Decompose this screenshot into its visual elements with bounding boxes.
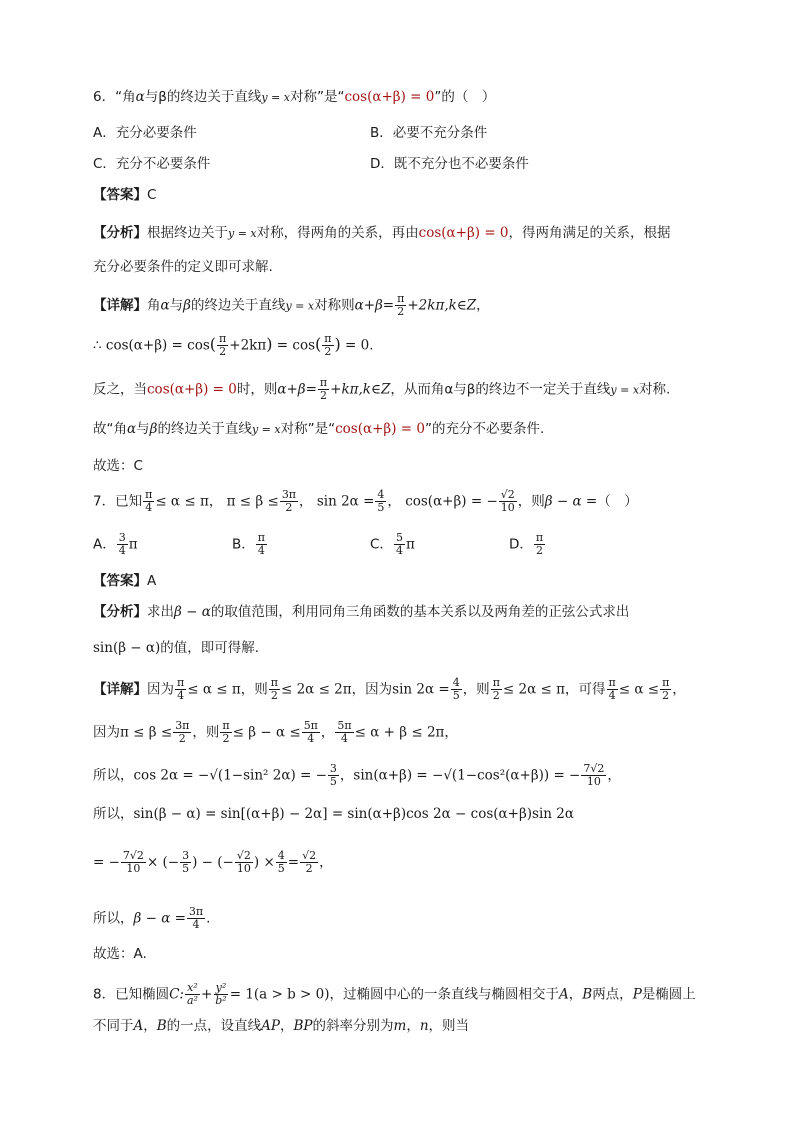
q7-analysis-line1: 【分析】求出β − α的取值范围，利用同角三角函数的基本关系以及两角差的正弦公式求出 xyxy=(93,604,630,620)
q7-detail-line2: 因为π ≤ β ≤ $\frac{3\pi}{2}$ ，则 $\frac{\pi}{2}$ ≤ β − α ≤ $\frac{5\pi}{4}$ ， $\frac{5\pi}{4}$ ≤ α + β ≤ 2π， xyxy=(93,719,458,745)
q7-choose: 故选：A. xyxy=(93,946,147,962)
q7-option-a: A． $\frac{3}{4}$ π xyxy=(93,531,138,557)
q7-analysis-line2: sin(β − α)的值，即可得解. xyxy=(93,640,260,656)
q6-detail-line3: 反之，当cos(α+β) = 0时，则α+β= $\frac{\pi}{2}$ +kπ,k∈Z，从而角α与β的终边不一定关于直线y = x对称. xyxy=(93,376,671,402)
q7-option-d: D． $\frac{\pi}{2}$ xyxy=(509,531,544,557)
q6-analysis-line1: 【分析】根据终边关于y = x对称，得两角的关系，再由cos(α+β) = 0，得两角满足的关系，根据 xyxy=(93,225,671,241)
q6-detail-line1: 【详解】角α与β的终边关于直线y = x对称则α+β= $\frac{\pi}{2}$ +2kπ,k∈Z， xyxy=(93,292,490,318)
q7-detail-line4: 所以，sin(β − α) = sin[(α+β) − 2α] = sin(α+β)cos 2α − cos(α+β)sin 2α xyxy=(93,806,574,822)
q6-detail-line4: 故“角α与β的终边关于直线y = x对称”是“cos(α+β) = 0”的充分不必要条件. xyxy=(93,421,545,437)
q7-detail-line3: 所以，cos 2α = −√(1−sin² 2α) = − $\frac{3}{5}$ ，sin(α+β) = −√(1−cos²(α+β)) = − $\frac{7√2}{10}$ ， xyxy=(93,762,621,788)
q7-option-b: B． $\frac{\pi}{4}$ xyxy=(232,531,265,557)
q6-analysis-line2: 充分必要条件的定义即可求解. xyxy=(93,259,273,275)
q7-answer: 【答案】A xyxy=(93,573,157,589)
q6-stem: 6．“角α与β的终边关于直线y = x对称”是“cos(α+β) = 0”的（ ） xyxy=(93,89,496,105)
q6-answer: 【答案】C xyxy=(93,187,157,203)
q6-option-b: B．必要不充分条件 xyxy=(370,125,488,141)
q6-choose: 故选：C xyxy=(93,458,143,474)
q6-detail-line2: ∴ cos(α+β) = cos( $\frac{\pi}{2}$ +2kπ) = cos( $\frac{\pi}{2}$ ) = 0. xyxy=(93,332,374,358)
q6-option-a: A．充分必要条件 xyxy=(93,125,197,141)
q7-detail-line6: 所以，β − α = $\frac{3\pi}{4}$ . xyxy=(93,905,211,931)
q7-stem: 7．已知 $\frac{\pi}{4}$ ≤ α ≤ π， π ≤ β ≤ $\frac{3\pi}{2}$ ， sin 2α = $\frac{4}{5}$ ， cos(α+β) = − $\frac{√2}{10}$ ，则β − α =（ ） xyxy=(93,488,638,514)
q8-stem-line2: 不同于A，B的一点，设直线AP，BP的斜率分别为m，n，则当 xyxy=(93,1018,470,1034)
q7-detail-line5: = − $\frac{7√2}{10}$ × (− $\frac{3}{5}$ ) − (− $\frac{√2}{10}$ ) × $\frac{4}{5}$ = $\frac{√2}{2}$ ， xyxy=(93,849,333,875)
q7-detail-line1: 【详解】因为 $\frac{\pi}{4}$ ≤ α ≤ π，则 $\frac{\pi}{2}$ ≤ 2α ≤ 2π，因为sin 2α = $\frac{4}{5}$ ，则 $\frac{\pi}{2}$ ≤ 2α ≤ π，可得 $\frac{\pi}{4}$ ≤ α ≤ $\frac{\pi}{2}$ ， xyxy=(93,676,686,702)
q7-option-c: C． $\frac{5}{4}$ π xyxy=(370,531,415,557)
frac-pi-over-2: $\frac{\pi}{2}$ xyxy=(397,292,405,318)
q6-option-c: C．充分不必要条件 xyxy=(93,156,211,172)
q8-stem-line1: 8．已知椭圆C: $\frac{\text{x²}}{\text{a²}}$ + $\frac{\text{y²}}{\text{b²}}$ = 1(a > b > 0)，过椭圆中心的一条直线与椭圆相交于A，B两点，P是椭圆上 xyxy=(93,981,696,1007)
q6-option-d: D．既不充分也不必要条件 xyxy=(370,156,529,172)
